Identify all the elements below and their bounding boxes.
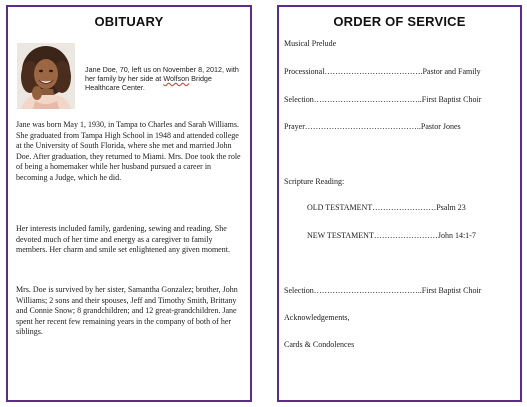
selection-line-1: Selection…………………………………..First Baptist Choir [284, 95, 482, 104]
portrait-photo [17, 43, 75, 109]
new-testament-line: NEW TESTAMENT……………………John 14:1-7 [307, 231, 476, 240]
order-of-service-panel [277, 5, 522, 402]
obituary-caption [85, 65, 247, 92]
obituary-title: OBITUARY [94, 14, 164, 29]
musical-prelude: Musical Prelude [284, 39, 337, 48]
obituary-paragraph-interests: Her interests included family, gardening, sewing and reading. She devoted much of her time and energy as a caregiver to family members. Her charm and smile set enlightened any given moment. [16, 224, 230, 255]
caption-place-word: Wolfson [163, 74, 190, 83]
obituary-panel [6, 5, 252, 402]
obituary-paragraph-life: Jane was born May 1, 1930, in Tampa to Charles and Sarah Williams. She graduated from Tampa High School in 1948 and attended college at the University of South Florida, where she met and married John Doe. After graduation, they returned to Miami. Mrs. Doe took the role of being a homemaker while her husband pursued a career in becoming a Judge, which he did. [16, 120, 241, 182]
old-testament-line: OLD TESTAMENT……………………Psalm 23 [307, 203, 466, 212]
cards-condolences-line: Cards & Condolences [284, 340, 355, 349]
processional-line: Processional……………………………….Pastor and Family [284, 67, 481, 76]
caption-start: Jane Doe, 70, left us on November 8, 2012, with her family by her side at [85, 65, 239, 83]
caption-end: Bridge Healthcare Center. [85, 74, 212, 92]
selection-line-2: Selection…………………………………..First Baptist Choir [284, 286, 482, 295]
woman-portrait-icon [17, 43, 75, 109]
obituary-paragraph-survivors: Mrs. Doe is survived by her sister, Samantha Gonzalez; brother, John Williams; 2 sons and their spouses, Jeff and Timothy Smith, Brittany and Connie Snow; 8 grandchildren; and 12 great-grandchildren. Jane spent her recent few remaining years in the company of both of her siblings. [16, 285, 238, 337]
acknowledgements-line: Acknowledgements, [284, 313, 350, 322]
prayer-line: Prayer……………………………………..Pastor Jones [284, 122, 461, 131]
order-of-service-title: ORDER OF SERVICE [333, 14, 466, 29]
scripture-heading: Scripture Reading: [284, 177, 345, 186]
